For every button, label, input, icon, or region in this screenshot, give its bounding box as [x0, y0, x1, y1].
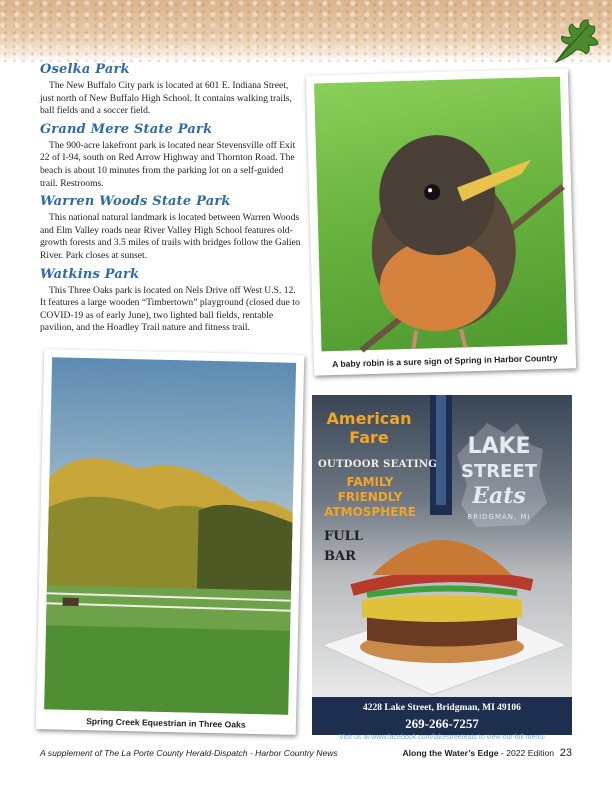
ad-headline	[324, 409, 414, 447]
ad-phone[interactable]: 269-266-7257	[405, 716, 479, 731]
sand-header-band	[0, 0, 612, 62]
ad-family-friendly	[318, 475, 422, 520]
page-footer	[40, 748, 572, 762]
ad-visit-link[interactable]: Visit us at www.facebook.com/lakestreeteats to view our full menu!	[338, 734, 546, 741]
footer-edition: - 2022 Edition	[498, 748, 554, 758]
park-body-watkins: This Three Oaks park is located on Nels Drive off West U.S. 12. It features a large wooden “Timbertown” playground (closed due to COVID-19 as of early June), two lighted ball fields, rentable pavilion, and the Hoadley Trail nature and fitness trail.	[40, 284, 300, 334]
ad-bar-line-1: FULL	[324, 529, 363, 544]
logo-line-4: BRIDGMAN, MI	[467, 513, 531, 521]
lake-street-eats-logo	[447, 415, 551, 533]
footer-supplement: A supplement of The La Porte County Herald-Dispatch - Harbor Country News	[40, 748, 338, 758]
equestrian-photo-frame	[36, 349, 305, 735]
robin-photo	[314, 77, 567, 352]
ad-address: 4228 Lake Street, Bridgman, MI 49106	[363, 703, 521, 713]
footer-pub-title: Along the Water’s Edge	[402, 748, 499, 758]
equestrian-photo	[44, 357, 296, 714]
park-body-grand-mere: The 900-acre lakefront park is located near Stevensville off Exit 22 of I-94, south on Red Arrow Highway and Thornton Road. The beach is about 10 minutes from the parking lot on a self-guided trail. Restrooms.	[40, 139, 296, 189]
park-body-oselka: The New Buffalo City park is located at 601 E. Indiana Street, just north of New Buffalo High School. It contains walking trails, ball fields and a soccer field.	[40, 80, 292, 117]
park-body-warren-woods: This national natural landmark is located between Warren Woods and Elm Valley roads near River Valley High School features old-growth forests and 3.5 miles of trails with bridges follow the Galien River. Park closes at sunset.	[40, 212, 301, 261]
page-number: 23	[559, 747, 572, 759]
park-title-warren-woods: Warren Woods State Park	[40, 194, 231, 210]
park-title-oselka: Oselka Park	[40, 62, 130, 77]
ad-family-line-1: FAMILY	[346, 475, 394, 489]
oak-leaf-icon	[548, 14, 608, 70]
robin-photo-frame	[306, 68, 576, 375]
ad-family-line-2: FRIENDLY	[337, 490, 403, 504]
logo-line-3: Eats	[472, 483, 526, 509]
lake-street-eats-ad[interactable]	[312, 395, 572, 741]
ad-headline-line-2: Fare	[349, 428, 389, 447]
logo-line-1: LAKE	[467, 434, 531, 459]
ad-contact	[312, 697, 572, 741]
park-title-grand-mere: Grand Mere State Park	[40, 121, 213, 137]
ad-family-line-3: ATMOSPHERE	[324, 505, 416, 519]
park-list	[40, 62, 302, 339]
robin-caption: A baby robin is a sure sign of Spring in Harbor Country	[332, 352, 558, 370]
logo-line-2: STREET	[461, 461, 537, 482]
equestrian-caption: Spring Creek Equestrian in Three Oaks	[86, 716, 246, 730]
ad-full-bar	[324, 527, 363, 567]
ad-headline-line-1: American	[326, 409, 412, 428]
footer-publication	[402, 748, 554, 758]
ad-outdoor-seating: OUTDOOR SEATING	[318, 459, 438, 470]
ad-bar-line-2: BAR	[324, 549, 356, 564]
park-title-watkins: Watkins Park	[40, 266, 140, 282]
